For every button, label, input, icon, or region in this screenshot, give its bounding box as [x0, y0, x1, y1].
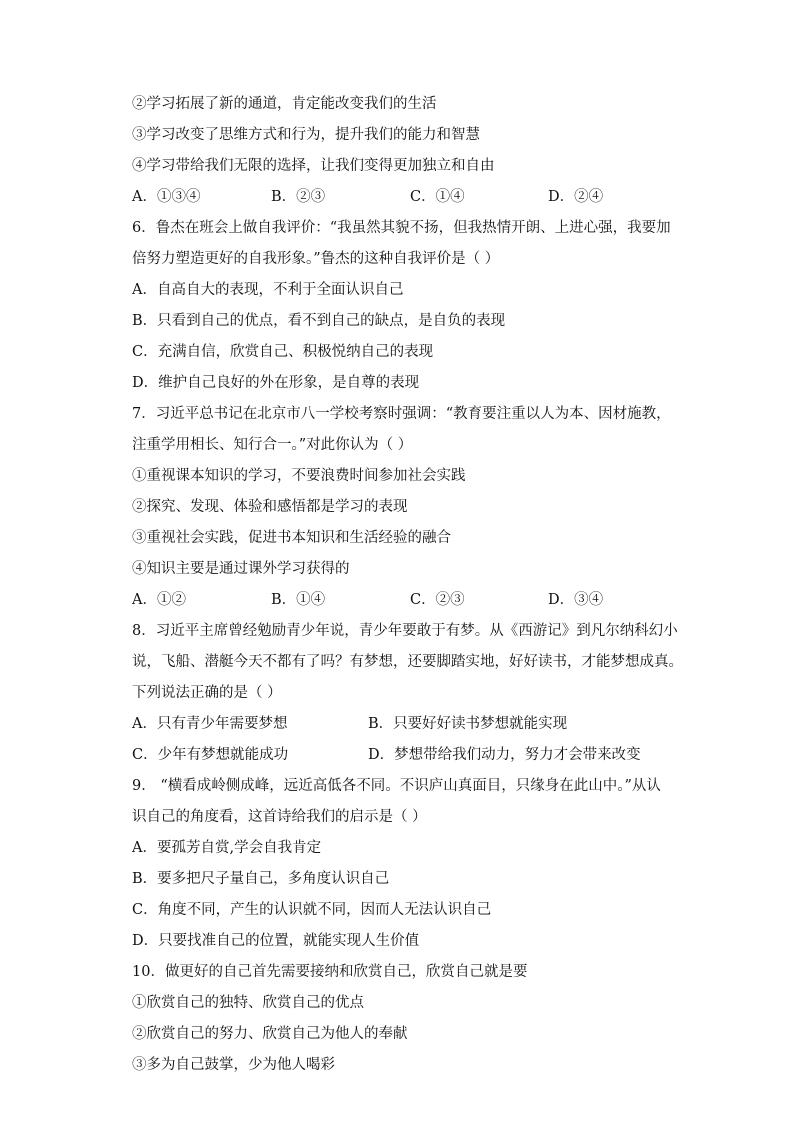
- q7-option-d: D．③④: [548, 592, 604, 608]
- q10-statement-1: ①欣赏自己的独特、欣赏自己的优点: [132, 995, 364, 1011]
- q10-statement-3: ③多为自己鼓掌，少为他人喝彩: [132, 1057, 335, 1073]
- q6-stem-line-1: 6．鲁杰在班会上做自我评价：“我虽然其貌不扬，但我热情开朗、上进心强，我要加: [132, 220, 671, 236]
- q10-stem-line-1: 10．做更好的自己首先需要接纳和欣赏自己，欣赏自己就是要: [132, 964, 528, 980]
- q6-option-a: A．自高自大的表现，不利于全面认识自己: [132, 282, 404, 298]
- q8-stem-line-2: 说，飞船、潜艇今天不都有了吗？有梦想，还要脚踏实地，好好读书，才能梦想成真。: [132, 654, 683, 670]
- q6-option-c: C．充满自信，欣赏自己、积极悦纳自己的表现: [132, 344, 434, 360]
- q7-stem-line-1: 7．习近平总书记在北京市八一学校考察时强调：“教育要注重以人为本、因材施教，: [132, 406, 671, 422]
- q5-option-a: A．①③④: [132, 189, 201, 205]
- q9-stem-line-2: 识自己的角度看，这首诗给我们的启示是（ ）: [132, 809, 427, 825]
- q8-option-a: A．只有青少年需要梦想: [132, 716, 288, 732]
- q8-option-d: D．梦想带给我们动力，努力才会带来改变: [368, 747, 641, 763]
- q9-option-a: A．要孤芳自赏,学会自我肯定: [132, 840, 322, 856]
- q5-statement-4: ④学习带给我们无限的选择，让我们变得更加独立和自由: [132, 158, 495, 174]
- q9-option-b: B．要多把尺子量自己，多角度认识自己: [132, 871, 390, 887]
- q5-statement-3: ③学习改变了思维方式和行为，提升我们的能力和智慧: [132, 127, 480, 143]
- q7-statement-4: ④知识主要是通过课外学习获得的: [132, 561, 350, 577]
- q5-option-d: D．②④: [548, 189, 604, 205]
- q6-option-b: B．只看到自己的优点，看不到自己的缺点，是自负的表现: [132, 313, 506, 329]
- q8-option-c: C．少年有梦想就能成功: [132, 747, 289, 763]
- q9-option-c: C．角度不同，产生的认识就不同，因而人无法认识自己: [132, 902, 492, 918]
- q7-statement-2: ②探究、发现、体验和感悟都是学习的表现: [132, 499, 408, 515]
- q7-statement-1: ①重视课本知识的学习，不要浪费时间参加社会实践: [132, 468, 466, 484]
- q5-option-c: C．①④: [410, 189, 465, 205]
- q6-option-d: D．维护自己良好的外在形象，是自尊的表现: [132, 375, 420, 391]
- q9-option-d: D．只要找准自己的位置，就能实现人生价值: [132, 933, 420, 949]
- q10-statement-2: ②欣赏自己的努力、欣赏自己为他人的奉献: [132, 1026, 408, 1042]
- q7-stem-line-2: 注重学用相长、知行合一。”对此你认为（ ）: [132, 437, 413, 453]
- q8-stem-line-3: 下列说法正确的是（ ）: [132, 685, 282, 701]
- q7-option-c: C．②③: [410, 592, 465, 608]
- q8-option-b: B．只要好好读书梦想就能实现: [368, 716, 568, 732]
- q7-option-a: A．①②: [132, 592, 186, 608]
- q7-statement-3: ③重视社会实践，促进书本知识和生活经验的融合: [132, 530, 451, 546]
- q9-stem-line-1: 9． “横看成岭侧成峰，远近高低各不同。不识庐山真面目，只缘身在此山中。”从认: [132, 778, 661, 794]
- q5-option-b: B．②③: [271, 189, 326, 205]
- q8-stem-line-1: 8．习近平主席曾经勉励青少年说，青少年要敢于有梦。从《西游记》到凡尔纳科幻小: [132, 623, 678, 639]
- q7-option-b: B．①④: [271, 592, 326, 608]
- q6-stem-line-2: 倍努力塑造更好的自我形象。”鲁杰的这种自我评价是（ ）: [132, 251, 500, 267]
- q5-statement-2: ②学习拓展了新的通道，肯定能改变我们的生活: [132, 96, 437, 112]
